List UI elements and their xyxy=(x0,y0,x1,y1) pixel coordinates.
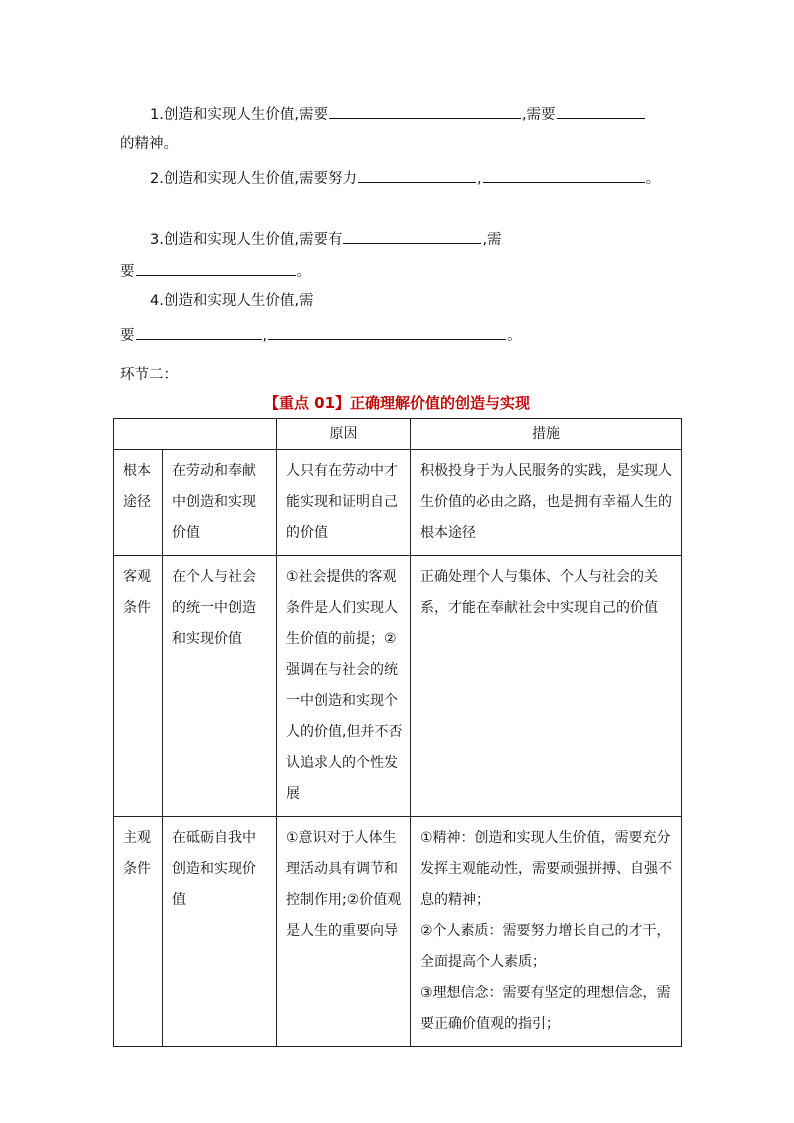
answer-blank-4b[interactable] xyxy=(268,323,506,340)
measure-item-spirit: ①精神：创造和实现人生价值，需要充分发挥主观能动性，需要顽强拼搏、自强不息的精神； xyxy=(420,830,672,908)
row-content: 在砥砺自我中创造和实现价值 xyxy=(163,817,277,1047)
table-row xyxy=(114,817,682,1047)
row-category: 客观条件 xyxy=(114,556,163,817)
answer-blank-3b[interactable] xyxy=(136,259,296,276)
question-4-line-1 xyxy=(150,291,313,311)
answer-blank-1a[interactable] xyxy=(329,102,521,119)
question-3-line-2 xyxy=(120,259,311,282)
question-1-line-2 xyxy=(120,134,178,154)
row-measure: 正确处理个人与集体、个人与社会的关系，才能在奉献社会中实现自己的价值 xyxy=(411,556,682,817)
answer-blank-2a[interactable] xyxy=(358,166,476,183)
measure-item-quality: ②个人素质：需要努力增长自己的才干，全面提高个人素质； xyxy=(420,923,671,970)
section-label: 环节二： xyxy=(120,367,178,383)
header-measure: 措施 xyxy=(411,419,682,450)
row-reason: ①意识对于人体生理活动具有调节和控制作用;②价值观是人生的重要向导 xyxy=(277,817,411,1047)
answer-blank-3a[interactable] xyxy=(343,227,481,244)
row-reason: 人只有在劳动中才能实现和证明自己的价值 xyxy=(277,450,411,556)
question-2-tail: 。 xyxy=(645,171,661,187)
question-4-line-2 xyxy=(120,323,522,346)
key-points-table xyxy=(113,418,682,1047)
table-row xyxy=(114,556,682,817)
question-3-line-1 xyxy=(150,227,502,250)
row-content: 在劳动和奉献中创造和实现价值 xyxy=(163,450,277,556)
question-4-cont: 要 xyxy=(120,328,135,344)
row-content: 在个人与社会的统一中创造和实现价值 xyxy=(163,556,277,817)
question-2-text: 2.创造和实现人生价值,需要努力 xyxy=(150,171,357,187)
question-4-tail: 。 xyxy=(507,328,522,344)
question-4-text: 4.创造和实现人生价值,需 xyxy=(150,293,314,309)
answer-blank-2b[interactable] xyxy=(483,166,645,183)
question-2-sep: , xyxy=(476,171,482,187)
question-1-tail: 的精神。 xyxy=(120,136,178,152)
question-3-tail: 。 xyxy=(296,264,311,280)
row-measure: 积极投身于为人民服务的实践，是实现人生价值的必由之路，也是拥有幸福人生的根本途径 xyxy=(411,450,682,556)
header-empty xyxy=(114,419,277,450)
row-reason: ①社会提供的客观条件是人们实现人生价值的前提；②强调在与社会的统一中创造和实现个人的价值,但并不否认追求人的个性发展 xyxy=(277,556,411,817)
row-category: 根本途径 xyxy=(114,450,163,556)
question-3-cont: 要 xyxy=(120,264,135,280)
answer-blank-1b[interactable] xyxy=(557,102,645,119)
row-category: 主观条件 xyxy=(114,817,163,1047)
question-1-line-1 xyxy=(150,102,646,125)
question-1-sep: ,需要 xyxy=(521,107,556,123)
table-row xyxy=(114,450,682,556)
table-title: 【重点 01】正确理解价值的创造与实现 xyxy=(263,394,531,412)
question-1-text: 1.创造和实现人生价值,需要 xyxy=(150,107,328,123)
measure-item-ideal: ③理想信念：需要有坚定的理想信念，需要正确价值观的指引； xyxy=(420,985,671,1032)
row-measure xyxy=(411,817,682,1047)
table-header-row xyxy=(114,419,682,450)
question-3-text: 3.创造和实现人生价值,需要有 xyxy=(150,232,343,248)
question-3-sep: ,需 xyxy=(482,232,502,248)
question-4-sep: , xyxy=(262,328,268,344)
answer-blank-4a[interactable] xyxy=(136,323,262,340)
header-reason: 原因 xyxy=(277,419,411,450)
question-2-line xyxy=(150,166,660,189)
